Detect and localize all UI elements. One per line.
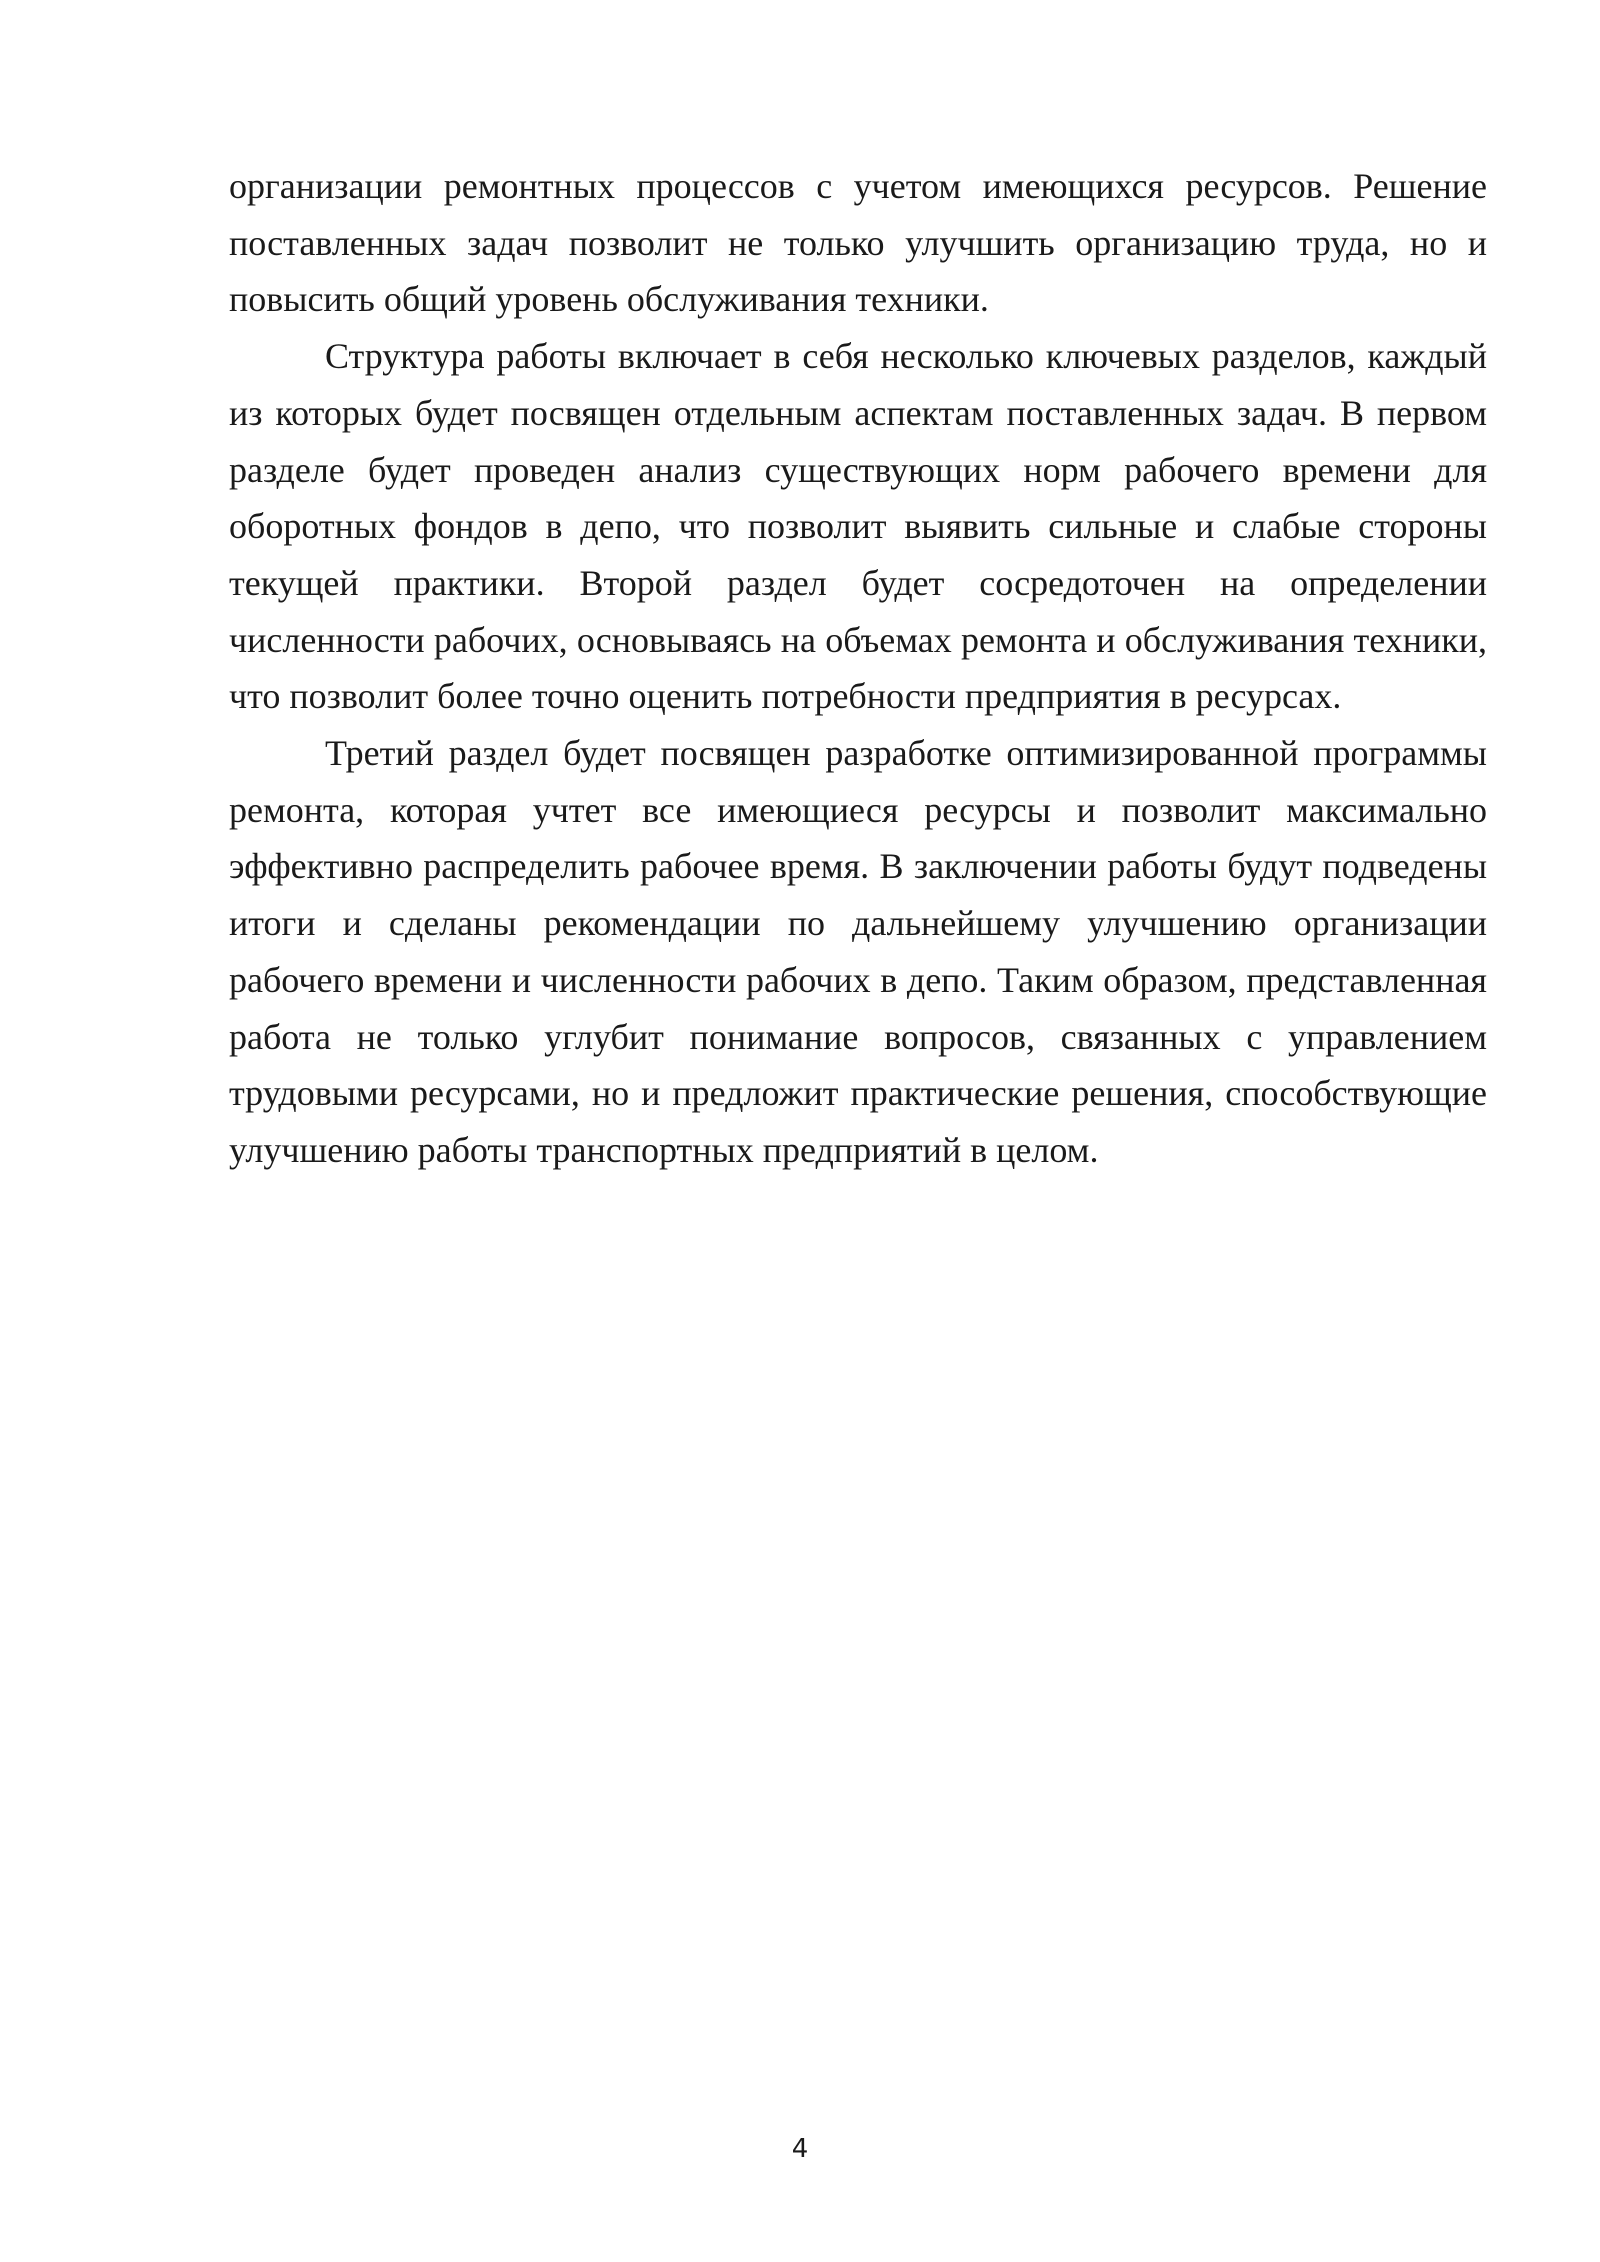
- body-text: [229, 158, 1487, 1179]
- page-number: 4: [791, 2134, 809, 2164]
- paragraph-3: Третий раздел будет посвящен разработке оптимизированной программы ремонта, которая учтет все имеющиеся ресурсы и позволит максимально эффективно распределить рабочее время. В заключении работы будут подведены итоги и сделаны рекомендации по дальнейшему улучшению организации рабочего времени и численности рабочих в депо. Таким образом, представленная работа не только углубит понимание вопросов, связанных с управлением трудовыми ресурсами, но и предложит практические решения, способствующие улучшению работы транспортных предприятий в целом.: [229, 733, 1487, 1170]
- paragraph-2: Структура работы включает в себя несколько ключевых разделов, каждый из которых будет посвящен отдельным аспектам поставленных задач. В первом разделе будет проведен анализ существующих норм рабочего времени для оборотных фондов в депо, что позволит выявить сильные и слабые стороны текущей практики. Второй раздел будет сосредоточен на определении численности рабочих, основываясь на объемах ремонта и обслуживания техники, что позволит более точно оценить потребности предприятия в ресурсах.: [229, 336, 1487, 717]
- paragraph-1: организации ремонтных процессов с учетом имеющихся ресурсов. Решение поставленных задач позволит не только улучшить организацию труда, но и повысить общий уровень обслуживания техники.: [229, 166, 1487, 320]
